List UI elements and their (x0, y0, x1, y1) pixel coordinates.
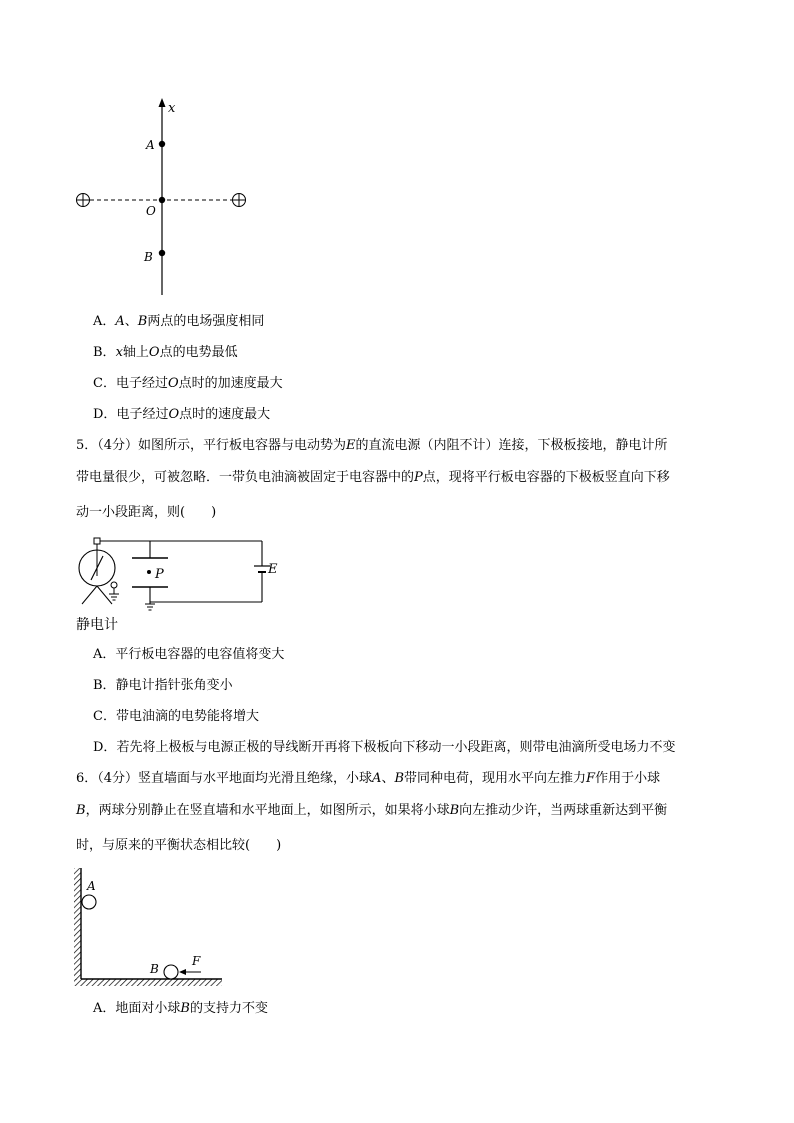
q5-stem-line-1: 5．（4分）如图所示，平行板电容器与电动势为E的直流电源（内阻不计）连接，下极板接地，静电计所 (76, 438, 668, 453)
label-ball-b: B (150, 962, 159, 976)
q5-option-d[interactable]: D．若先将上极板与电源正极的导线断开再将下极板向下移动一小段距离，则带电油滴所受电场力不变 (93, 740, 676, 755)
ball-b (164, 965, 178, 979)
label-ball-a: A (87, 879, 96, 893)
q5-option-a[interactable]: A．平行板电容器的电容值将变大 (93, 647, 285, 662)
x-axis-label: x (168, 101, 176, 116)
positive-charge-left (77, 194, 90, 207)
electrometer-terminal (94, 538, 100, 544)
q5-option-b[interactable]: B．静电计指针张角变小 (93, 678, 233, 693)
label-force-f: F (192, 954, 201, 968)
figure-capacitor-circuit (70, 532, 290, 612)
point-b-label: B (144, 250, 153, 264)
point-b-dot (159, 250, 165, 256)
electrometer-side-terminal (111, 582, 117, 588)
point-a-label: A (146, 138, 155, 152)
q4-option-d[interactable]: D．电子经过O点时的速度最大 (93, 407, 271, 422)
ball-a (82, 895, 96, 909)
q4-option-b[interactable]: B．x轴上O点的电势最低 (93, 345, 238, 360)
floor-hatch (74, 979, 222, 986)
label-p: P (155, 567, 164, 582)
label-e: E (268, 562, 278, 577)
force-arrowhead (179, 969, 186, 975)
q6-stem-line-1: 6．（4分）竖直墙面与水平地面均光滑且绝缘，小球A、B带同种电荷，现用水平向左推力F作用于小球 (76, 771, 661, 786)
q4-option-a[interactable]: A．A、B两点的电场强度相同 (93, 314, 265, 329)
oil-drop (147, 570, 151, 574)
figure-wall-floor-balls (70, 866, 230, 990)
figure-electric-field (70, 95, 260, 300)
q5-stem-line-3: 动一小段距离，则( ) (76, 505, 217, 520)
q6-stem-line-3: 时，与原来的平衡状态相比较( ) (76, 838, 282, 853)
q6-stem-line-2: B，两球分别静止在竖直墙和水平地面上，如图所示，如果将小球B向左推动少许，当两球重新达到平衡 (76, 803, 668, 818)
q5-option-c[interactable]: C．带电油滴的电势能将增大 (93, 709, 259, 724)
point-a-dot (159, 141, 165, 147)
point-o-label: O (146, 204, 156, 218)
q5-stem-line-2: 带电量很少，可被忽略．一带负电油滴被固定于电容器中的P点，现将平行板电容器的下极板竖直向下移 (76, 470, 670, 485)
q4-option-c[interactable]: C．电子经过O点时的加速度最大 (93, 376, 283, 391)
electrometer-caption: 静电计 (76, 617, 118, 633)
positive-charge-right (233, 194, 246, 207)
point-o-dot (159, 197, 165, 203)
x-axis-arrow (159, 98, 166, 107)
wall-hatch (74, 868, 81, 980)
q6-option-a[interactable]: A．地面对小球B的支持力不变 (93, 1001, 268, 1016)
